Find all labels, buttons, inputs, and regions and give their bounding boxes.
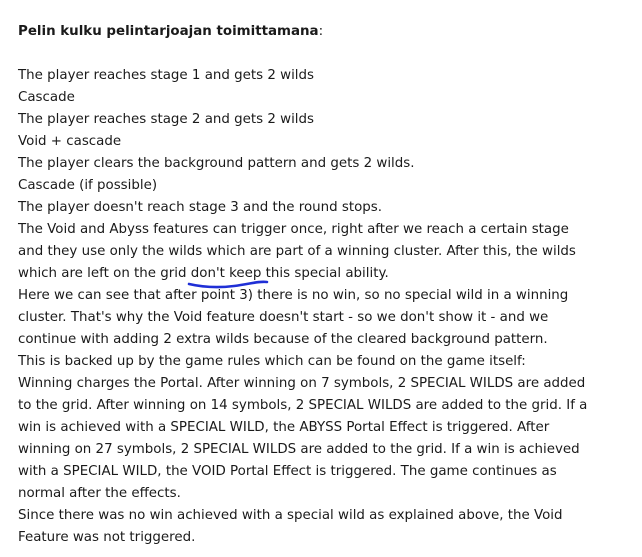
text-line: Void + cascade [18, 134, 122, 149]
text-line: Feature was not triggered. [18, 530, 196, 545]
heading-suffix: : [318, 24, 324, 39]
text-line: Cascade [18, 90, 75, 105]
text-line: win is achieved with a SPECIAL WILD, the ABYSS Portal Effect is triggered. After [18, 420, 550, 435]
underlined-phrase [191, 263, 262, 285]
text-line: The player doesn't reach stage 3 and the round stops. [18, 200, 383, 215]
text-line: cluster. That's why the Void feature doesn't start - so we don't show it - and we [18, 310, 549, 325]
text-line: The Void and Abyss features can trigger once, right after we reach a certain stage [18, 222, 569, 237]
text-line: This is backed up by the game rules which can be found on the game itself: [18, 354, 526, 369]
text-line: Since there was no win achieved with a special wild as explained above, the Void [18, 508, 563, 523]
text-line: The player reaches stage 1 and gets 2 wilds [18, 68, 315, 83]
text-line: Here we can see that after point 3) there is no win, so no special wild in a winning [18, 288, 569, 303]
underlined-text: don't keep [190, 266, 262, 281]
text-line: continue with adding 2 extra wilds because of the cleared background pattern. [18, 332, 548, 347]
handdrawn-underline-annotation [188, 279, 268, 289]
text-line: and they use only the wilds which are part of a winning cluster. After this, the wilds [18, 244, 576, 259]
text-line: Winning charges the Portal. After winning on 7 symbols, 2 SPECIAL WILDS are added [18, 376, 586, 391]
text-line: to the grid. After winning on 14 symbols, 2 SPECIAL WILDS are added to the grid. If a [18, 398, 588, 413]
text-line: The player reaches stage 2 and gets 2 wilds [18, 112, 315, 127]
text-line: normal after the effects. [18, 486, 181, 501]
text-after-underline: this special ability. [261, 266, 389, 281]
document-body [18, 21, 628, 549]
blank-line [18, 43, 628, 65]
text-line: winning on 27 symbols, 2 SPECIAL WILDS are added to the grid. If a win is achieved [18, 442, 580, 457]
text-before-underline: which are left on the grid [18, 266, 191, 281]
text-line: Cascade (if possible) [18, 178, 158, 193]
heading-bold-text: Pelin kulku pelintarjoajan toimittamana [18, 24, 319, 39]
document-heading [18, 21, 628, 43]
text-line: The player clears the background pattern and gets 2 wilds. [18, 156, 415, 171]
text-line-with-annotation [18, 263, 628, 285]
text-line: with a SPECIAL WILD, the VOID Portal Effect is triggered. The game continues as [18, 464, 557, 479]
